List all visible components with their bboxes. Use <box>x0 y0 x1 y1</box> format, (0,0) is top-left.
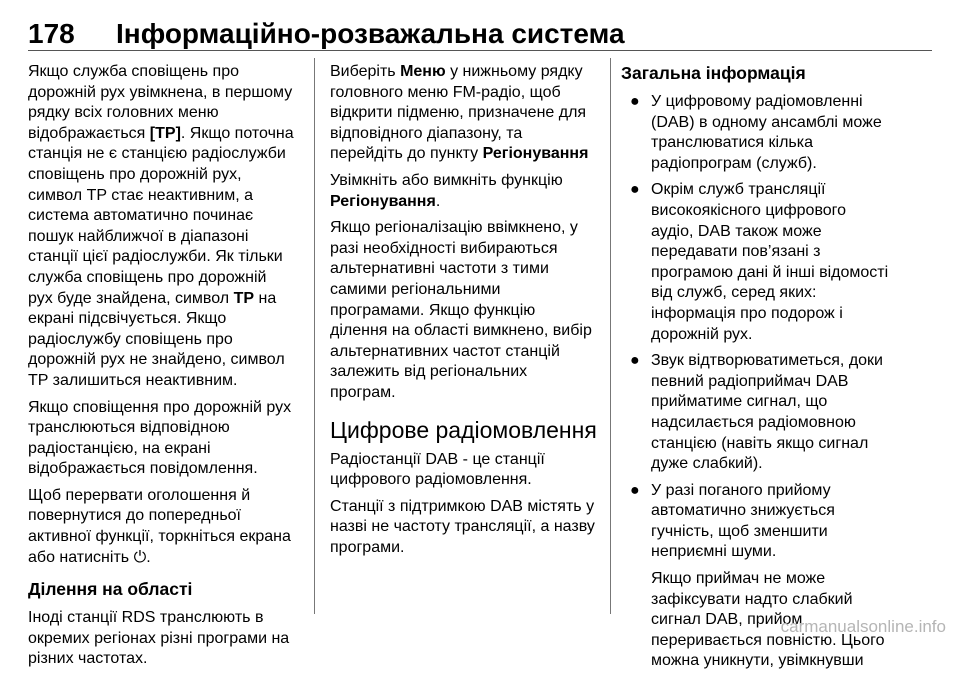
list-item: ● У разі поганого прийому автоматично знижується гучність, щоб зменшити неприємні шуми. <box>630 481 835 561</box>
bullet-icon: ● <box>630 481 640 499</box>
heading-general-info: Загальна інформація <box>621 63 806 83</box>
page-header <box>28 12 932 51</box>
regionalization-label: Регіонування <box>482 145 589 163</box>
paragraph-tp-info: Якщо служба сповіщень про дорожній рух увімкнена, в першому рядку всіх головних меню відображається [TP]. Якщо поточна станція не є станцією радіослужби сповіщень про дорожній рух, символ TP стає неактивним, а система автоматично починає пошук найближчої в діапазоні станції цієї радіослужби. Як тільки служба сповіщень про дорожній рух буде знайдена, символ TP на екрані підсвічується. Якщо радіослужбу сповіщень про дорожній рух не знайдено, символ TP залишиться неактивним. <box>28 63 294 389</box>
paragraph-traffic-broadcast: Якщо сповіщення про дорожній рух транслюються відповідною радіостанцією, на екрані відображається повідомлення. <box>28 398 292 478</box>
heading-digital-radio: Цифрове радіомовлення <box>330 416 597 443</box>
bullet-icon: ● <box>630 352 640 370</box>
page-number: 178 <box>28 18 75 49</box>
bullet-icon: ● <box>630 93 640 110</box>
paragraph-regionalization-info: Якщо регіоналізацію ввімкнено, у разі необхідності вибираються альтернативні частоти з тими самими регіональними програмами. Якщо функцію ділення на області вимкнено, вибір альтернативних частот станцій залежить від регіональних програм. <box>330 219 592 401</box>
paragraph-toggle: Увімкніть або вимкніть функцію Регіонування. <box>330 171 563 210</box>
paragraph-dab-names: Станції з підтримкою DAB містять у назві не частоту трансляції, а назву програми. <box>330 497 595 556</box>
column-right <box>621 62 921 672</box>
list-item: ● Звук відтворюватиметься, доки певний радіоприймач DAB прийматиме сигнал, що надсилається радіомовною станцією (навіть якщо сигнал дуже слабкий). <box>630 352 883 473</box>
bullet-icon: ● <box>630 181 640 199</box>
list-item: ● У цифровому радіомовленні (DAB) в одному ансамблі може транслюватися кілька радіопрограм (служб). <box>630 93 882 172</box>
column-divider <box>314 58 315 614</box>
menu-label: Меню <box>400 63 446 80</box>
paragraph-interrupt: Щоб перервати оголошення й повернутися до попередньої активної функції, торкніться екрана або натисніть ⏻. <box>28 486 291 566</box>
column-left <box>28 62 300 676</box>
heading-regionalization: Ділення на області <box>28 579 193 600</box>
paragraph-weak-signal: Якщо приймач не може зафіксувати надто слабкий сигнал DAB, прийом переривається повністю. Цього можна уникнути, увімкнувши <box>651 570 885 670</box>
column-divider <box>610 58 611 614</box>
paragraph-rds: Іноді станції RDS транслюють в окремих регіонах різні програми на різних частотах. <box>28 609 290 668</box>
list-item: ● Окрім служб трансляції високоякісного цифрового аудіо, DAB також може передавати пов’язані з програмою дані й інші відомості від служб, серед яких: інформація про подорож і дорожній рух. <box>630 181 889 343</box>
paragraph-dab-def: Радіостанції DAB - це станції цифрового радіомовлення. <box>330 450 545 489</box>
regionalization-label: Регіонування <box>330 192 436 210</box>
page-title: Інформаційно-розважальна система <box>116 18 625 49</box>
power-icon: ⏻ <box>133 548 147 566</box>
column-middle <box>330 62 602 564</box>
tp-symbol: TP <box>233 289 255 307</box>
watermark: carmanualsonline.info <box>780 617 946 636</box>
tp-label: [TP] <box>149 124 181 142</box>
paragraph-select-menu: Виберіть Меню у нижньому рядку головного меню FM-радіо, щоб відкрити підменю, призначене для відповідного діапазону, та перейдіть до пункту Регіонування <box>330 63 589 163</box>
